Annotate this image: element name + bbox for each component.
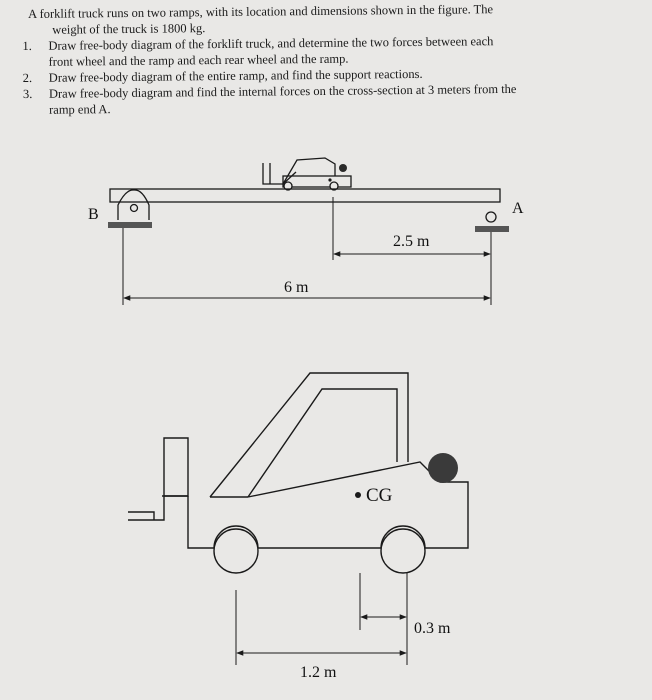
- overhead-guard: [210, 373, 408, 497]
- question-number: 2.: [22, 70, 33, 86]
- counterweight: [428, 453, 458, 483]
- mast-and-forks: [128, 438, 188, 520]
- intro-line-1: A forklift truck runs on two ramps, with its location and dimensions shown in the figure. The: [28, 2, 494, 21]
- label-support-b: B: [88, 206, 99, 223]
- question-number: 3.: [22, 86, 33, 102]
- rear-wheel: [381, 529, 425, 573]
- question-text: Draw free-body diagram of the entire ramp, and find the support reactions.: [48, 66, 423, 85]
- ramp-figure: [108, 158, 509, 305]
- front-wheel: [214, 529, 258, 573]
- label-dim-0-3m: 0.3 m: [414, 620, 451, 637]
- small-forklift-icon: [263, 158, 351, 190]
- pin-support-b: [108, 190, 152, 228]
- label-dim-2-5m: 2.5 m: [393, 233, 430, 250]
- label-cg: CG: [366, 485, 393, 506]
- question-text: Draw free-body diagram and find the internal forces on the cross-section at 3 meters from the: [48, 81, 517, 101]
- label-support-a: A: [512, 200, 524, 217]
- ramp-beam: [110, 189, 500, 202]
- question-text-cont: ramp end A.: [49, 102, 111, 117]
- question-text-cont: front wheel and the ramp and each rear wheel and the ramp.: [48, 51, 349, 69]
- label-dim-6m: 6 m: [284, 279, 309, 296]
- question-number: 1.: [22, 38, 32, 54]
- roller-support-a: [475, 212, 509, 232]
- intro-line-2: weight of the truck is 1800 kg.: [52, 21, 206, 37]
- question-text: Draw free-body diagram of the forklift truck, and determine the two forces between each: [48, 34, 494, 53]
- cg-dot: [355, 492, 361, 498]
- label-dim-1-2m: 1.2 m: [300, 664, 337, 681]
